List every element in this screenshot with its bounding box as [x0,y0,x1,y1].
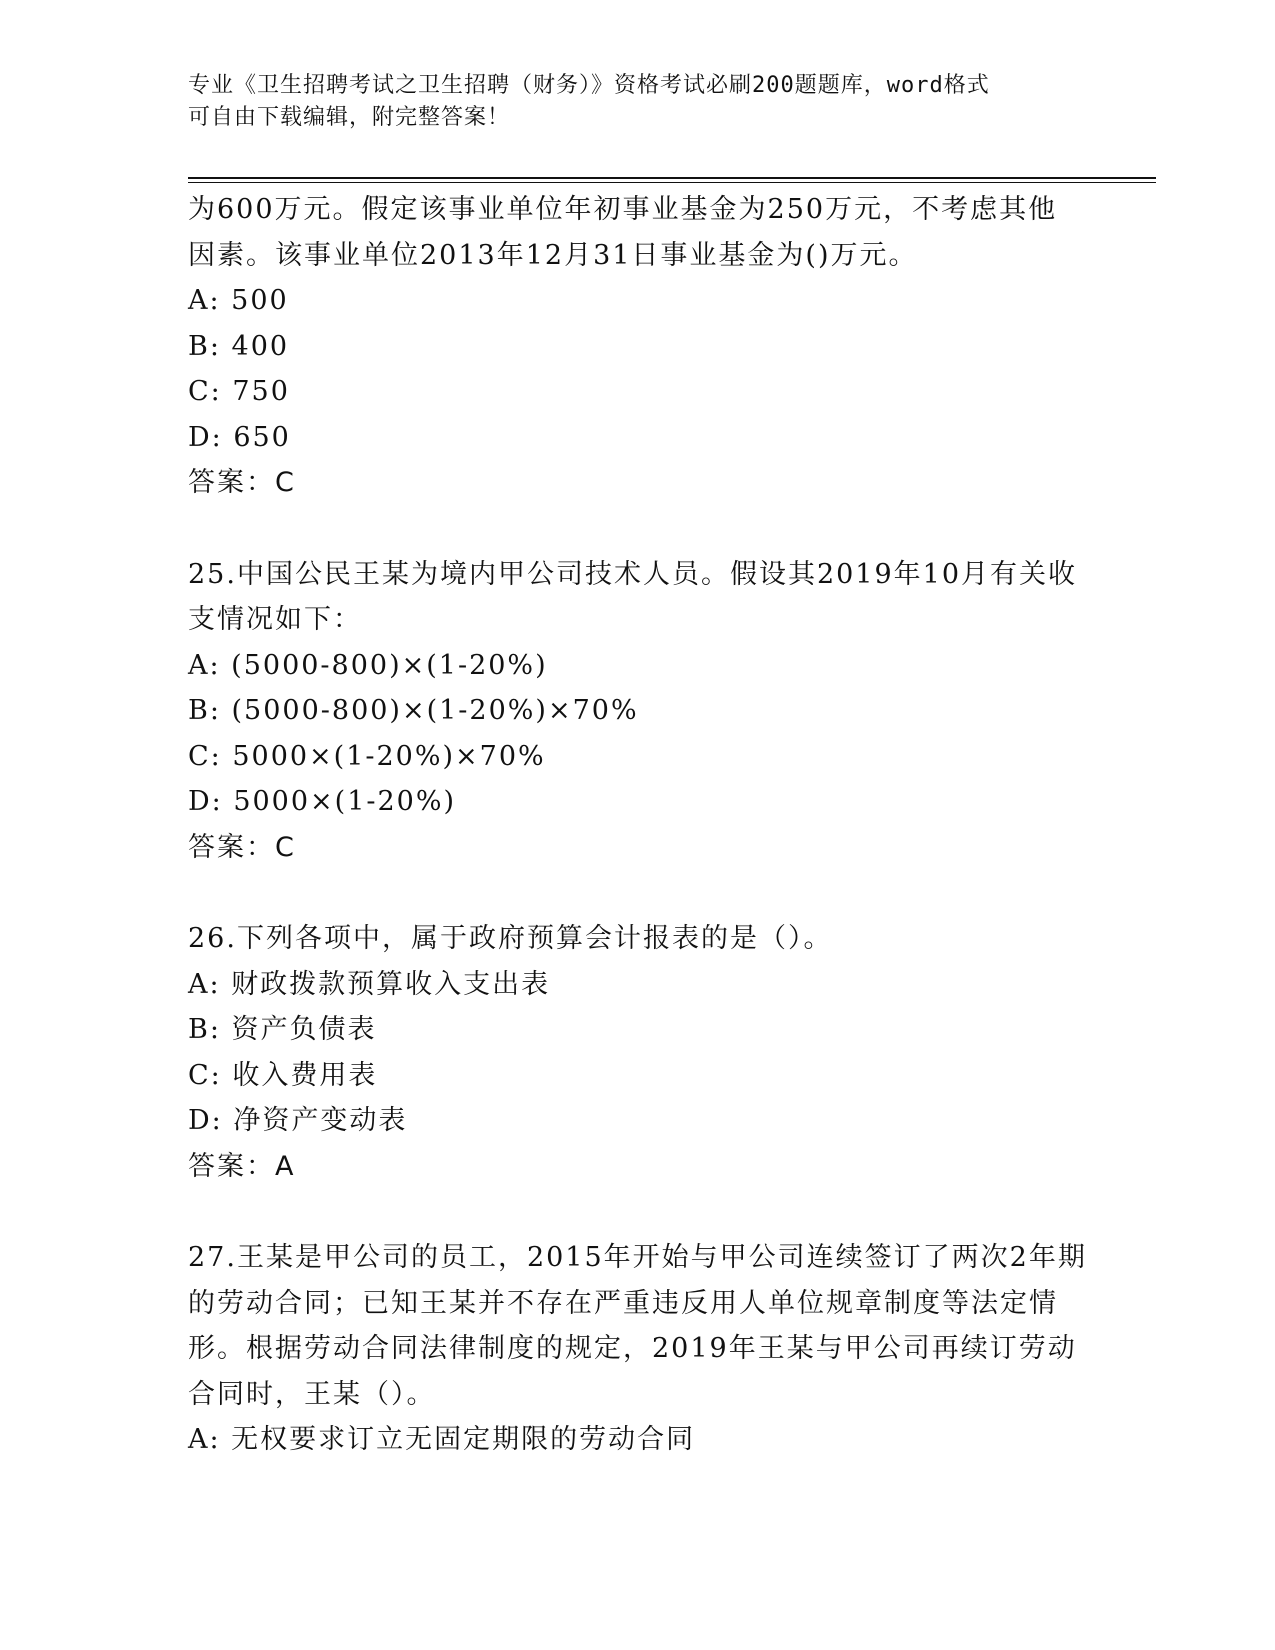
question-stem-line: 的劳动合同；已知王某并不存在严重违反用人单位规章制度等法定情 [188,1287,1058,1319]
question-content [188,187,1088,1463]
question-block-26 [188,916,1088,1189]
option-a: A: 无权要求订立无固定期限的劳动合同 [188,1424,696,1455]
question-stem-line: 因素。该事业单位2013年12月31日事业基金为()万元。 [188,239,918,271]
document-header [188,70,1068,134]
option-b: B: 资产负债表 [188,1014,377,1045]
header-rule-thick [188,177,1156,179]
question-stem-line: 27.王某是甲公司的员工，2015年开始与甲公司连续签订了两次2年期 [188,1242,1087,1273]
option-a: A: (5000-800)×(1-20%) [188,649,548,681]
spacer [188,1189,1088,1235]
option-b: B: (5000-800)×(1-20%)×70% [188,695,639,726]
question-stem-line: 26.下列各项中，属于政府预算会计报表的是（）。 [188,923,833,954]
question-stem-line: 合同时，王某（）。 [188,1378,436,1410]
question-stem-line: 支情况如下： [188,604,362,635]
option-d: D: 净资产变动表 [188,1105,408,1136]
answer-line: 答案：C [188,831,296,863]
question-stem-line: 形。根据劳动合同法律制度的规定，2019年王某与甲公司再续订劳动 [188,1333,1077,1364]
question-block-continued [188,187,1088,506]
question-block-27 [188,1235,1088,1463]
header-line-1: 专业《卫生招聘考试之卫生招聘（财务）》资格考试必刷200题题库，word格式 [188,73,990,98]
option-c: C: 收入费用表 [188,1059,378,1091]
option-a: A: 500 [188,285,289,316]
header-line-2: 可自由下载编辑，附完整答案！ [188,105,511,130]
option-a: A: 财政拨款预算收入支出表 [188,968,551,1000]
option-d: D: 650 [188,421,291,453]
option-c: C: 5000×(1-20%)×70% [188,740,546,772]
spacer [188,870,1088,916]
question-stem-line: 为600万元。假定该事业单位年初事业基金为250万元，不考虑其他 [188,194,1058,225]
question-block-25 [188,552,1088,871]
option-b: B: 400 [188,330,290,362]
answer-line: 答案：C [188,467,296,498]
answer-line: 答案：A [188,1150,296,1182]
question-stem-line: 25.中国公民王某为境内甲公司技术人员。假设其2019年10月有关收 [188,558,1078,590]
header-rule-thin [188,182,1156,183]
option-d: D: 5000×(1-20%) [188,786,457,817]
option-c: C: 750 [188,376,290,407]
spacer [188,506,1088,552]
